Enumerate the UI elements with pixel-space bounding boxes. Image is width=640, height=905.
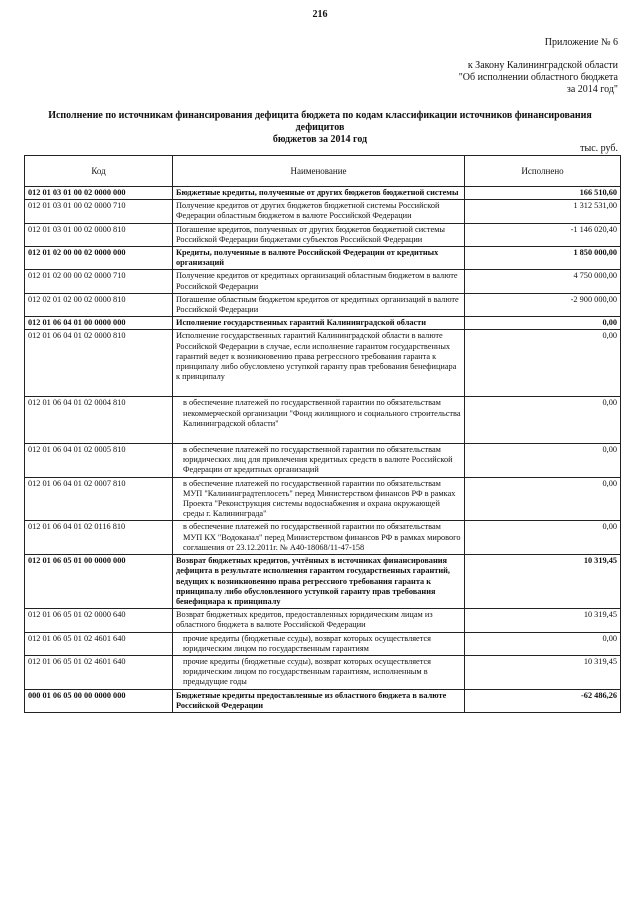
- row-value: 4 750 000,00: [465, 270, 621, 293]
- row-name: Кредиты, полученные в валюте Российской Федерации от кредитных организаций: [173, 247, 465, 270]
- row-name: прочие кредиты (бюджетные ссуды), возврат которых осуществляется юридическим лицом по государственным гарантиям: [173, 632, 465, 655]
- table-row: [25, 223, 621, 246]
- law-line: "Об исполнении областного бюджета: [458, 72, 618, 83]
- document-title: [30, 110, 610, 146]
- table-row: [25, 632, 621, 655]
- table-row: [25, 317, 621, 330]
- row-name: в обеспечение платежей по государственной гарантии по обязательствам некоммерческой организации "Фонд жилищного и социального строительства Калининградской области": [173, 397, 465, 444]
- table-body: [25, 187, 621, 713]
- row-name: в обеспечение платежей по государственной гарантии по обязательствам МУП КХ "Водоканал" перед Министерством финансов РФ в рамках мирового соглашения от 23.12.2011г. № А40-18068/11-47-158: [173, 521, 465, 555]
- row-name: Бюджетные кредиты, полученные от других бюджетов бюджетной системы: [173, 187, 465, 200]
- title-line: Исполнение по источникам финансирования дефицита бюджета по кодам классификации источников финансирования дефицитов: [48, 110, 592, 133]
- page-number: 216: [312, 9, 328, 20]
- table-row: [25, 655, 621, 689]
- header-code: Код: [25, 156, 173, 187]
- row-code: 012 01 06 05 01 00 0000 000: [25, 555, 173, 609]
- law-reference: [459, 60, 618, 96]
- header-name: Наименование: [173, 156, 465, 187]
- row-value: 10 319,45: [465, 555, 621, 609]
- row-code: 000 01 06 05 00 00 0000 000: [25, 689, 173, 712]
- row-value: -2 900 000,00: [465, 293, 621, 316]
- row-value: 1 850 000,00: [465, 247, 621, 270]
- row-code: 012 01 06 04 01 02 0004 810: [25, 397, 173, 444]
- row-name: в обеспечение платежей по государственной гарантии по обязательствам МУП "Калининградтеплосеть" перед Министерством финансов РФ в рамках Проекта "Реконструкция системы водоснабжения и охрана окружающей среды г. Калининграда": [173, 477, 465, 521]
- law-line: к Закону Калининградской области: [467, 60, 618, 71]
- table-header-row: [25, 156, 621, 187]
- row-value: 0,00: [465, 477, 621, 521]
- row-code: 012 01 06 04 01 02 0005 810: [25, 444, 173, 478]
- table-row: [25, 555, 621, 609]
- table-row: [25, 444, 621, 478]
- row-name: Погашение кредитов, полученных от других бюджетов бюджетной системы Российской Федерации бюджетами субъектов Российской Федерации: [173, 223, 465, 246]
- row-value: 0,00: [465, 317, 621, 330]
- row-code: 012 01 06 04 01 02 0116 810: [25, 521, 173, 555]
- law-line: за 2014 год": [566, 84, 618, 95]
- row-value: 0,00: [465, 397, 621, 444]
- table-row: [25, 200, 621, 223]
- appendix-label: Приложение № 6: [544, 37, 618, 48]
- row-name: Погашение областным бюджетом кредитов от кредитных организаций в валюте Российской Федерации: [173, 293, 465, 316]
- table-row: [25, 609, 621, 632]
- row-name: Бюджетные кредиты предоставленные из областного бюджета в валюте Российской Федерации: [173, 689, 465, 712]
- table-row: [25, 521, 621, 555]
- row-code: 012 01 06 04 01 02 0007 810: [25, 477, 173, 521]
- row-value: 0,00: [465, 330, 621, 397]
- row-code: 012 01 06 04 01 02 0000 810: [25, 330, 173, 397]
- table-row: [25, 247, 621, 270]
- table-row: [25, 293, 621, 316]
- table-row: [25, 330, 621, 397]
- row-code: 012 01 03 01 00 02 0000 000: [25, 187, 173, 200]
- row-value: 10 319,45: [465, 655, 621, 689]
- table-row: [25, 397, 621, 444]
- row-name: Возврат бюджетных кредитов, предоставленных юридическим лицам из областного бюджета в валюте Российской Федерации: [173, 609, 465, 632]
- row-name: Исполнение государственных гарантий Калининградской области в валюте Российской Федерации в случае, если исполнение гарантом государственных гарантий ведет к возникновению права регрессного требования гаранта к принципалу либо обусловлено уступкой гаранту прав требования бенефициара к принципалу: [173, 330, 465, 397]
- row-name: Получение кредитов от кредитных организаций областным бюджетом в валюте Российской Федерации: [173, 270, 465, 293]
- table-row: [25, 689, 621, 712]
- row-code: 012 01 03 01 00 02 0000 710: [25, 200, 173, 223]
- row-code: 012 01 03 01 00 02 0000 810: [25, 223, 173, 246]
- row-value: -1 146 020,40: [465, 223, 621, 246]
- table-row: [25, 477, 621, 521]
- table-row: [25, 187, 621, 200]
- row-code: 012 01 02 00 00 02 0000 710: [25, 270, 173, 293]
- row-code: 012 01 06 05 01 02 0000 640: [25, 609, 173, 632]
- table-row: [25, 270, 621, 293]
- row-name: Исполнение государственных гарантий Калининградской области: [173, 317, 465, 330]
- row-name: Возврат бюджетных кредитов, учтённых в источниках финансирования дефицита в результате исполнения гарантом государственных гарантий, ведущих к возникновению права регрессного требования гаранта к принципалу либо обусловленного уступкой гаранту прав требования бенефициара к принципалу: [173, 555, 465, 609]
- row-value: 166 510,60: [465, 187, 621, 200]
- row-value: 10 319,45: [465, 609, 621, 632]
- execution-table: [24, 155, 621, 713]
- row-value: -62 486,26: [465, 689, 621, 712]
- row-name: Получение кредитов от других бюджетов бюджетной системы Российской Федерации областным бюджетом в валюте Российской Федерации: [173, 200, 465, 223]
- row-value: 1 312 531,00: [465, 200, 621, 223]
- row-code: 012 02 01 02 00 02 0000 810: [25, 293, 173, 316]
- row-name: в обеспечение платежей по государственной гарантии по обязательствам юридических лиц для привлечения кредитных средств в валюте Российской Федерации от кредитных организаций: [173, 444, 465, 478]
- row-value: 0,00: [465, 521, 621, 555]
- row-value: 0,00: [465, 632, 621, 655]
- row-code: 012 01 06 05 01 02 4601 640: [25, 632, 173, 655]
- row-code: 012 01 02 00 00 02 0000 000: [25, 247, 173, 270]
- header-value: Исполнено: [465, 156, 621, 187]
- unit-label: тыс. руб.: [580, 143, 618, 154]
- title-line: бюджетов за 2014 год: [272, 134, 368, 145]
- row-name: прочие кредиты (бюджетные ссуды), возврат которых осуществляется юридическим лицом по государственным гарантиям, исполненным в предыдущие годы: [173, 655, 465, 689]
- row-code: 012 01 06 05 01 02 4601 640: [25, 655, 173, 689]
- row-code: 012 01 06 04 01 00 0000 000: [25, 317, 173, 330]
- row-value: 0,00: [465, 444, 621, 478]
